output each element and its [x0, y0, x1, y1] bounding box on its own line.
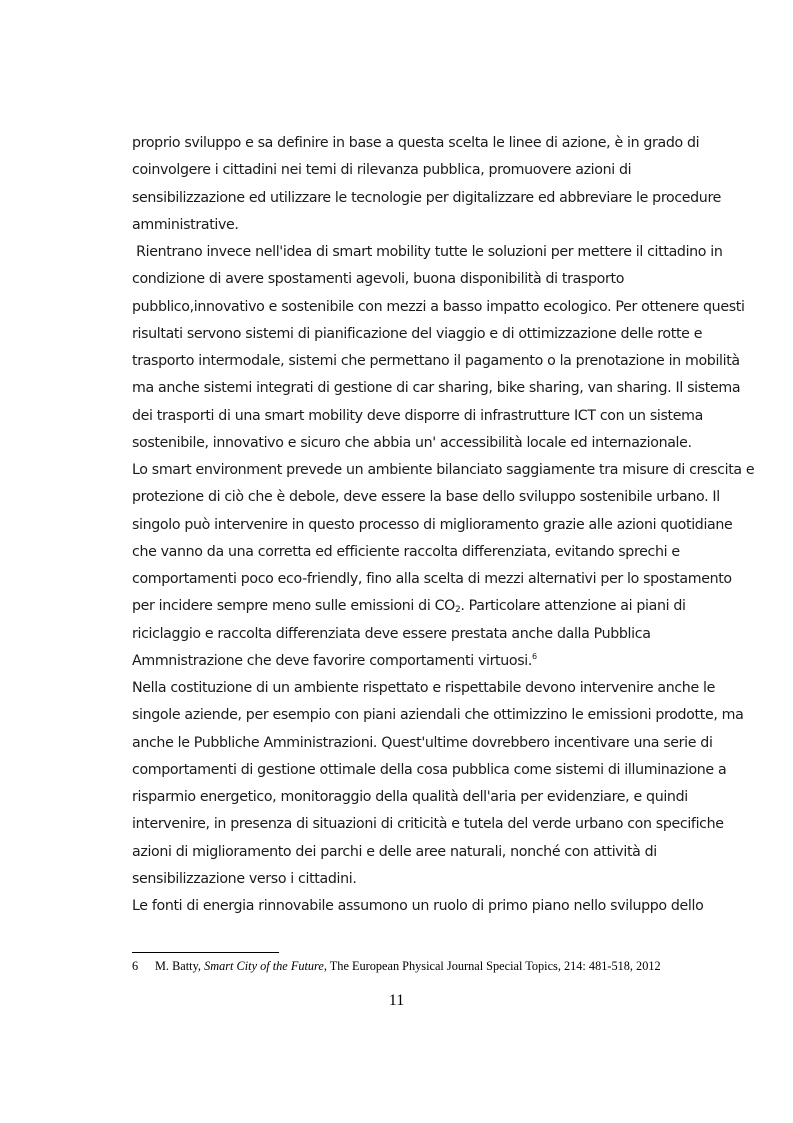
body-text — [132, 130, 755, 920]
text-line: sensibilizzazione ed utilizzare le tecnologie per digitalizzare ed abbreviare le procedure — [132, 189, 722, 206]
footnote-reference: 6 — [532, 651, 537, 661]
text-line: Le fonti di energia rinnovabile assumono un ruolo di primo piano nello sviluppo dello — [132, 898, 704, 914]
co2-before: per incidere sempre meno sulle emissioni di CO — [132, 598, 455, 615]
text-line: trasporto intermodale, sistemi che permettano il pagamento o la prenotazione in mobilità — [132, 353, 740, 369]
text-line-footnote-ref — [132, 648, 717, 675]
text-line: dei trasporti di una smart mobility deve disporre di infrastrutture ICT con un sistema — [132, 407, 703, 424]
footnote-title: Smart City of the Future — [204, 959, 324, 973]
footnote-author: M. Batty, — [155, 959, 205, 973]
text-line: singole aziende, per esempio con piani aziendali che ottimizzino le emissioni prodotte, ma — [132, 707, 744, 724]
text-line: proprio sviluppo e sa definire in base a questa scelta le linee di azione, è in grado di — [132, 135, 700, 151]
text-line: Lo smart environment prevede un ambiente bilanciato saggiamente tra misure di crescita e — [132, 462, 755, 478]
text-line: ma anche sistemi integrati di gestione di car sharing, bike sharing, van sharing. Il sistema — [132, 380, 741, 397]
text-line: risultati servono sistemi di pianificazione del viaggio e di ottimizzazione delle rotte e — [132, 325, 703, 342]
text-line: amministrative. — [132, 216, 239, 233]
text-line: intervenire, in presenza di situazioni di criticità e tutela del verde urbano con specifiche — [132, 816, 724, 833]
text-line: che vanno da una corretta ed efficiente raccolta differenziata, evitando sprechi e — [132, 543, 680, 560]
text-line: Rientrano invece nell'idea di smart mobility tutte le soluzioni per mettere il cittadino in — [132, 244, 723, 260]
text-line: pubblico,innovativo e sostenibile con mezzi a basso impatto ecologico. Per ottenere questi — [132, 298, 745, 315]
text-line: anche le Pubbliche Amministrazioni. Quest'ultime dovrebbero incentivare una serie di — [132, 734, 713, 751]
co2-subscript: 2 — [454, 605, 461, 616]
text-line: sostenibile, innovativo e sicuro che abbia un' accessibilità locale ed internazionale. — [132, 434, 692, 451]
text-line: sensibilizzazione verso i cittadini. — [132, 870, 357, 887]
fn-ref-text: Ammnistrazione che deve favorire comportamenti virtuosi. — [132, 652, 533, 669]
footnote-divider — [132, 952, 279, 953]
text-line: protezione di ciò che è debole, deve essere la base dello sviluppo sostenibile urbano. Il — [132, 489, 720, 506]
text-line: Nella costituzione di un ambiente rispettato e rispettabile devono intervenire anche le — [132, 680, 715, 696]
page-number: 11 — [388, 992, 405, 1009]
text-line: singolo può intervenire in questo processo di miglioramento grazie alle azioni quotidiane — [132, 516, 733, 533]
footnote-rest: , The European Physical Journal Special Topics, 214: 481-518, 2012 — [323, 959, 661, 973]
text-line: coinvolgere i cittadini nei temi di rilevanza pubblica, promuovere azioni di — [132, 162, 632, 179]
co2-after: . Particolare attenzione ai piani di — [460, 598, 686, 615]
text-line: comportamenti di gestione ottimale della cosa pubblica come sistemi di illuminazione a — [132, 761, 727, 778]
text-line: azioni di miglioramento dei parchi e delle aree naturali, nonché con attività di — [132, 843, 657, 860]
text-line-co2 — [132, 593, 717, 620]
footnote — [132, 959, 732, 974]
text-line: comportamenti poco eco-friendly, fino alla scelta di mezzi alternativi per lo spostamento — [132, 571, 732, 587]
text-line: condizione di avere spostamenti agevoli, buona disponibilità di trasporto — [132, 271, 625, 288]
text-line: riciclaggio e raccolta differenziata deve essere prestata anche dalla Pubblica — [132, 625, 651, 642]
text-line: risparmio energetico, monitoraggio della qualità dell'aria per evidenziare, e quindi — [132, 789, 688, 805]
footnote-number: 6 — [132, 959, 139, 973]
